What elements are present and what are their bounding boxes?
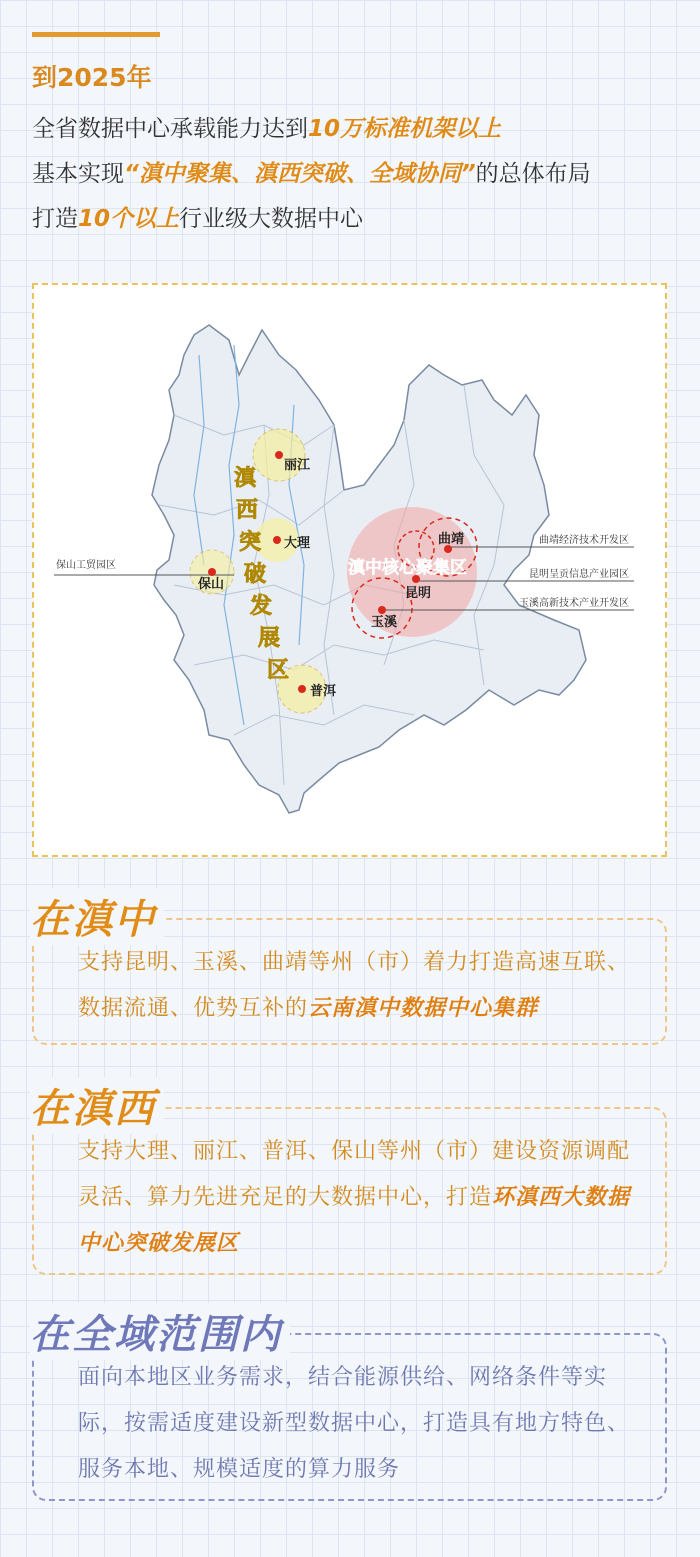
section-central-text-body: 支持昆明、玉溪、曲靖等州（市）着力打造高速互联、数据流通、优势互补的 [78,950,631,1021]
intro-line-1-text: 全省数据中心承载能力达到 [32,116,308,142]
accent-bar [32,32,160,37]
baoshan-label: 保山 [198,577,225,592]
intro-line-3 [32,200,692,233]
west-zone-char-1: 滇 [234,465,257,491]
lijiang-dot [275,451,283,459]
callout-yuxi-zone: 玉溪高新技术产业开发区 [519,598,629,609]
section-central-text [78,940,638,1032]
map-panel [32,283,667,857]
baoshan-dot [208,568,216,576]
section-west-text [78,1129,638,1267]
dali-label: 大理 [284,536,311,551]
west-zone-char-7: 区 [267,657,290,683]
dali-dot [273,536,281,544]
puer-dot [298,685,306,693]
intro-line-3-highlight: 10个以上 [78,206,180,232]
intro-line-2-after: 的总体布局 [475,161,591,187]
west-zone-char-3: 突 [239,529,262,555]
kunming-label: 昆明 [405,586,432,601]
yuxi-dot [378,606,386,614]
yuxi-label: 玉溪 [371,615,398,630]
section-west-text-body: 支持大理、丽江、普洱、保山等州（市）建设资源调配灵活、算力先进充足的大数据中心，打造 [78,1139,631,1210]
section-central-title: 在滇中 [30,888,164,945]
section-west-highlight: 环滇西大数据中心突破发展区 [78,1185,631,1256]
central-zone-label: 滇中核心聚集区 [348,558,467,578]
callout-qujing-zone: 曲靖经济技术开发区 [539,535,629,546]
yunnan-map [34,285,665,855]
intro-line-2-highlight: “滇中聚集、滇西突破、全域协同” [124,161,476,187]
intro-line-3-text: 打造 [32,206,78,232]
callout-kunming-park: 昆明呈贡信息产业园区 [529,569,629,580]
west-zone-char-5: 发 [250,593,273,619]
intro-line-1-highlight: 10万标准机架以上 [308,116,502,142]
intro-line-2-text: 基本实现 [32,161,124,187]
year-heading: 到2025年 [32,63,152,92]
puer-label: 普洱 [310,684,337,699]
intro-line-1 [32,110,692,143]
intro-line-3-after: 行业级大数据中心 [179,206,364,232]
qujing-label: 曲靖 [438,532,465,547]
section-west-title: 在滇西 [30,1077,164,1134]
callout-baoshan-park: 保山工贸园区 [56,560,116,571]
west-zone-char-2: 西 [236,497,259,523]
section-global-title: 在全域范围内 [30,1303,290,1360]
intro-line-2 [32,155,692,188]
west-zone-char-4: 破 [244,561,267,587]
lijiang-label: 丽江 [284,458,311,473]
west-zone-char-6: 展 [258,625,281,651]
section-global-text [78,1355,638,1493]
section-central-highlight: 云南滇中数据中心集群 [308,996,539,1021]
section-global-text-body: 面向本地区业务需求，结合能源供给、网络条件等实际，按需适度建设新型数据中心，打造具有地方特色、服务本地、规模适度的算力服务 [78,1365,631,1482]
